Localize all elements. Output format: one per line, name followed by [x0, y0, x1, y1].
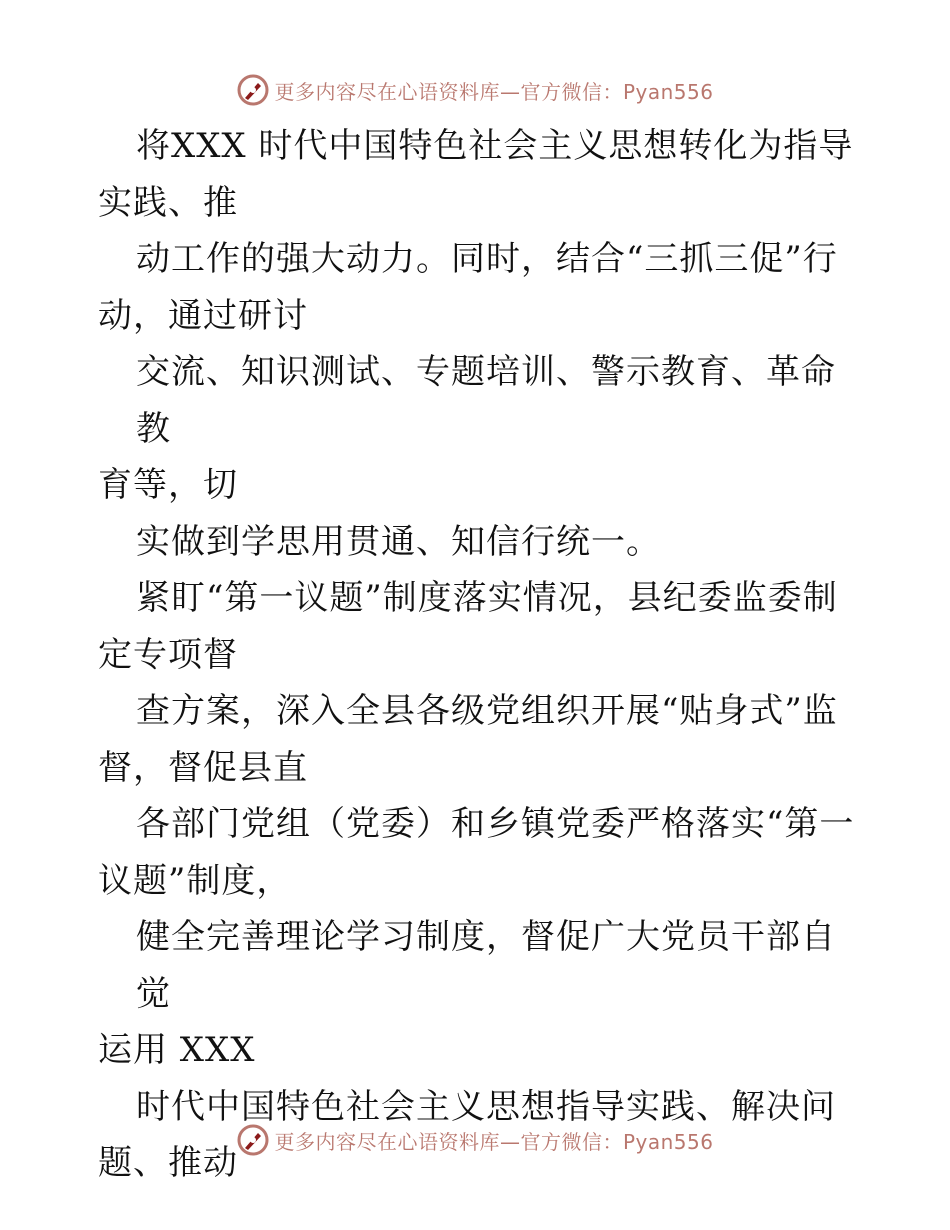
text-line: 定专项督: [98, 634, 238, 675]
text-line: 动，通过研讨: [98, 295, 308, 336]
watermark-header: [0, 70, 950, 110]
text-line: 时代中国特色社会主义思想指导实践、解决问: [136, 1086, 836, 1127]
text-line: 育等，切: [98, 465, 238, 505]
text-line: 运用 XXX: [98, 1030, 256, 1070]
text-line: 督，督促县直: [98, 747, 308, 788]
text-line: 紧盯“第一议题”制度落实情况，县纪委监委制: [136, 578, 838, 618]
text-line: 交流、知识测试、专题培训、警示教育、革命教: [136, 352, 836, 449]
document-body: [98, 118, 858, 1192]
text-line: 实做到学思用贯通、知信行统一。: [136, 521, 661, 562]
text-line: 查方案，深入全县各级党组织开展“贴身式”监: [136, 691, 838, 731]
text-line: 动工作的强大动力。同时，结合“三抓三促”行: [136, 239, 838, 279]
text-line: 议题”制度，: [98, 860, 292, 901]
text-line: 各部门党组（党委）和乡镇党委严格落实“第一: [136, 804, 855, 844]
watermark-text: 更多内容尽在心语资料库—官方微信：Pyan556: [274, 79, 714, 104]
text-line: 将XXX 时代中国特色社会主义思想转化为指导: [136, 126, 854, 166]
text-line: 题、推动: [98, 1143, 238, 1183]
text-line: 健全完善理论学习制度，督促广大党员干部自觉: [136, 917, 836, 1014]
watermark-footer: [0, 1120, 950, 1160]
pen-nib-logo-icon: [236, 73, 270, 107]
text-line: 实践、推: [98, 182, 238, 223]
watermark-text: 更多内容尽在心语资料库—官方微信：Pyan556: [274, 1129, 714, 1154]
pen-nib-logo-icon: [236, 1123, 270, 1157]
